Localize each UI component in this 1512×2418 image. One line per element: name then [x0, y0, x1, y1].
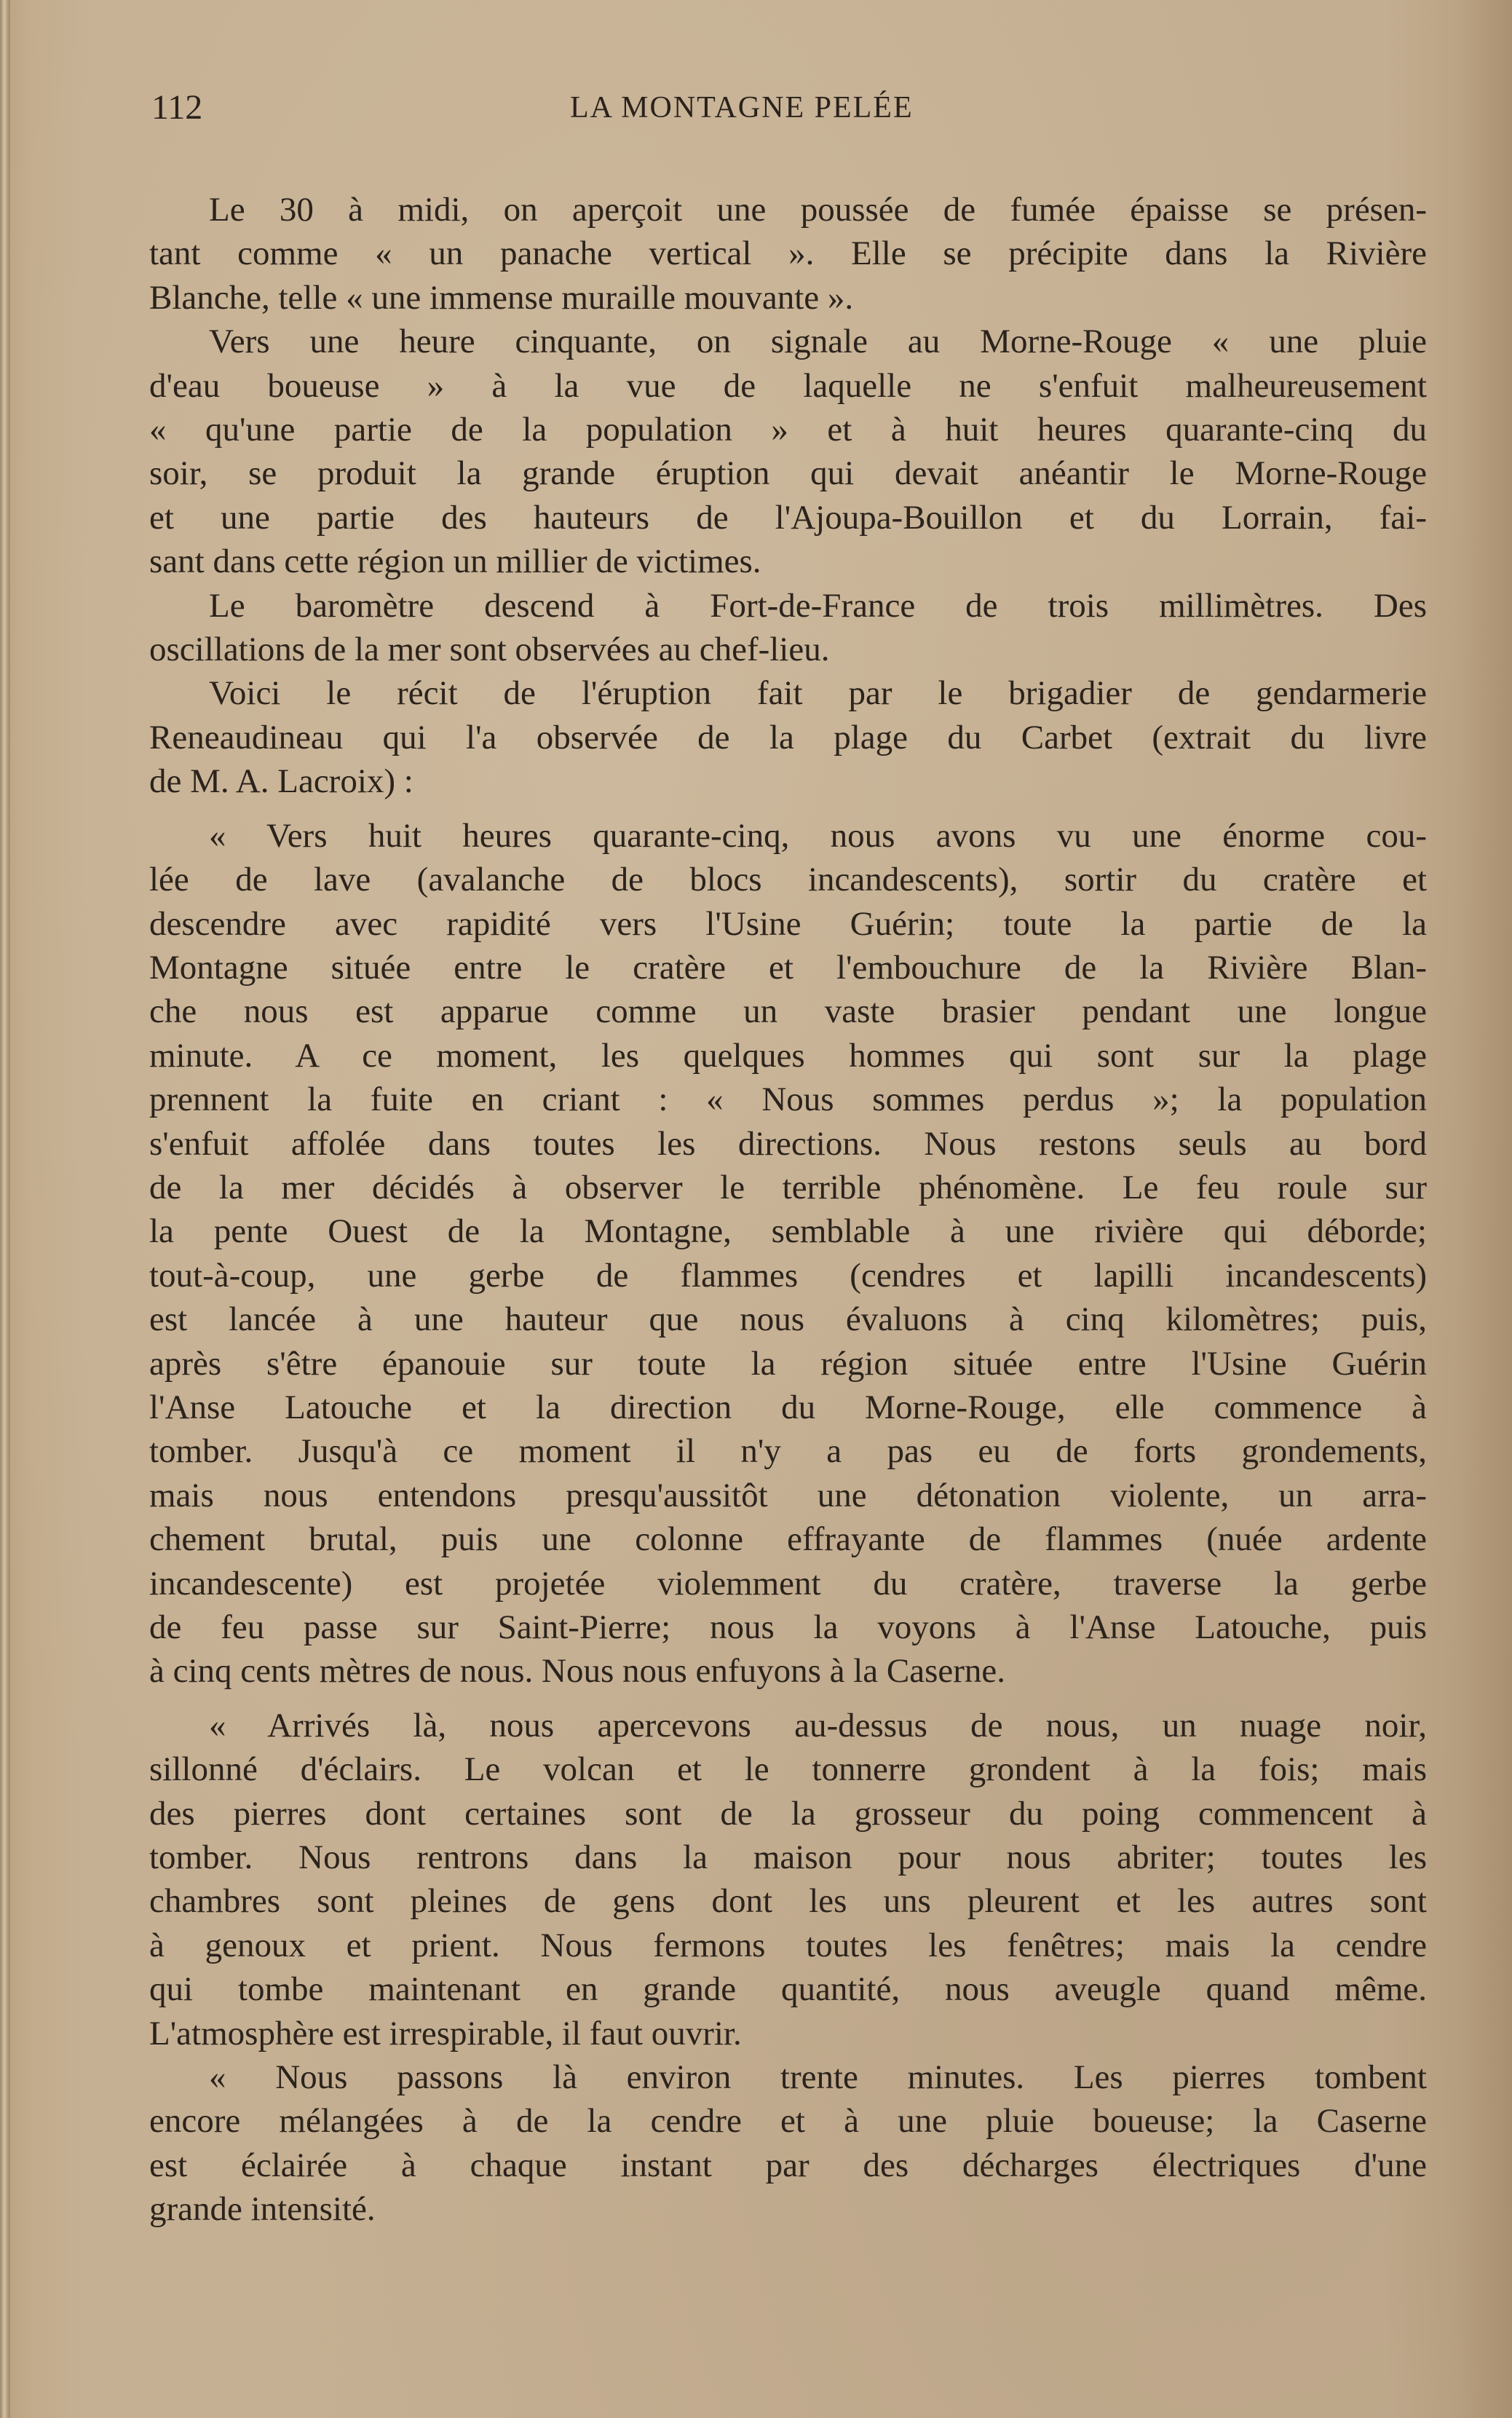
running-title: LA MONTAGNE PELÉE [570, 91, 914, 125]
text-line: Reneaudineau qui l'a observée de la plage du Carbet (extrait du livre [149, 718, 1427, 756]
text-line: Blanche, telle « une immense muraille mouvante ». [149, 278, 854, 317]
text-line: tomber. Nous rentrons dans la maison pour nous abriter; toutes les [149, 1838, 1427, 1877]
text-line: est lancée à une hauteur que nous évaluons à cinq kilomètres; puis, [149, 1300, 1427, 1339]
text-line: à cinq cents mètres de nous. Nous nous enfuyons à la Caserne. [149, 1652, 1006, 1691]
paragraph [149, 188, 1427, 320]
paragraph [149, 671, 1427, 803]
text-line: de M. A. Lacroix) : [149, 762, 413, 801]
quoted-paragraph [149, 2055, 1427, 2232]
paragraph-spacer [149, 804, 1427, 814]
text-line: qui tombe maintenant en grande quantité, nous aveugle quand même. [149, 1970, 1427, 2009]
text-line: chambres sont pleines de gens dont les uns pleurent et les autres sont [149, 1882, 1427, 1921]
quoted-paragraph [149, 1704, 1427, 2055]
text-line: « Nous passons là environ trente minutes. Les pierres tombent [209, 2058, 1427, 2097]
text-line: de la mer décidés à observer le terrible phénomène. Le feu roule sur [149, 1168, 1427, 1206]
paragraph-spacer [149, 1694, 1427, 1704]
text-line: « Vers huit heures quarante-cinq, nous avons vu une énorme cou- [209, 816, 1427, 855]
text-line: la pente Ouest de la Montagne, semblable à une rivière qui déborde; [149, 1212, 1427, 1251]
text-line: « Arrivés là, nous apercevons au-dessus de nous, un nuage noir, [209, 1706, 1427, 1745]
quoted-paragraph [149, 814, 1427, 1694]
text-line: che nous est apparue comme un vaste brasier pendant une longue [149, 992, 1427, 1031]
text-line: encore mélangées à de la cendre et à une pluie boueuse; la Caserne [149, 2102, 1427, 2141]
text-line: Montagne située entre le cratère et l'embouchure de la Rivière Blan- [149, 948, 1427, 987]
text-line: prennent la fuite en criant : « Nous sommes perdus »; la population [149, 1080, 1427, 1119]
text-line: après s'être épanouie sur toute la région située entre l'Usine Guérin [149, 1344, 1427, 1383]
text-line: Vers une heure cinquante, on signale au Morne-Rouge « une pluie [209, 323, 1427, 361]
text-line: sillonné d'éclairs. Le volcan et le tonnerre grondent à la fois; mais [149, 1750, 1427, 1789]
text-line: est éclairée à chaque instant par des décharges électriques d'une [149, 2146, 1427, 2184]
text-line: tomber. Jusqu'à ce moment il n'y a pas eu de forts grondements, [149, 1432, 1427, 1471]
text-line: l'Anse Latouche et la direction du Morne-Rouge, elle commence à [149, 1388, 1427, 1426]
body-text [149, 188, 1427, 2232]
text-line: soir, se produit la grande éruption qui devait anéantir le Morne-Rouge [149, 454, 1427, 493]
paragraph [149, 584, 1427, 672]
text-line: descendre avec rapidité vers l'Usine Guérin; toute la partie de la [149, 904, 1427, 943]
text-line: chement brutal, puis une colonne effrayante de flammes (nuée ardente [149, 1520, 1427, 1559]
paragraph [149, 320, 1427, 583]
text-line: L'atmosphère est irrespirable, il faut ouvrir. [149, 2014, 742, 2052]
text-line: à genoux et prient. Nous fermons toutes les fenêtres; mais la cendre [149, 1926, 1427, 1964]
text-line: tout-à-coup, une gerbe de flammes (cendres et lapilli incandescents) [149, 1256, 1427, 1295]
page-number: 112 [151, 88, 203, 127]
text-line: minute. A ce moment, les quelques hommes qui sont sur la plage [149, 1036, 1427, 1075]
text-line: d'eau boueuse » à la vue de laquelle ne s'enfuit malheureusement [149, 366, 1427, 405]
text-line: lée de lave (avalanche de blocs incandescents), sortir du cratère et [149, 861, 1427, 899]
text-line: Le baromètre descend à Fort-de-France de trois millimètres. Des [209, 586, 1427, 625]
text-line: Voici le récit de l'éruption fait par le brigadier de gendarmerie [209, 674, 1427, 713]
text-line: de feu passe sur Saint-Pierre; nous la voyons à l'Anse Latouche, puis [149, 1608, 1427, 1646]
text-line: s'enfuit affolée dans toutes les directions. Nous restons seuls au bord [149, 1124, 1427, 1163]
text-line: sant dans cette région un millier de victimes. [149, 542, 761, 581]
text-line: Le 30 à midi, on aperçoit une poussée de fumée épaisse se présen- [209, 191, 1427, 229]
text-line: tant comme « un panache vertical ». Elle se précipite dans la Rivière [149, 234, 1427, 273]
text-line: et une partie des hauteurs de l'Ajoupa-Bouillon et du Lorrain, fai- [149, 498, 1427, 537]
text-line: mais nous entendons presqu'aussitôt une détonation violente, un arra- [149, 1476, 1427, 1514]
text-line: « qu'une partie de la population » et à huit heures quarante-cinq du [149, 411, 1427, 449]
running-head [151, 87, 1425, 138]
text-line: incandescente) est projetée violemment du cratère, traverse la gerbe [149, 1564, 1427, 1603]
text-line: grande intensité. [149, 2190, 376, 2229]
text-line: oscillations de la mer sont observées au chef-lieu. [149, 631, 830, 669]
text-line: des pierres dont certaines sont de la grosseur du poing commencent à [149, 1794, 1427, 1833]
page-gutter-edge [0, 0, 10, 2418]
